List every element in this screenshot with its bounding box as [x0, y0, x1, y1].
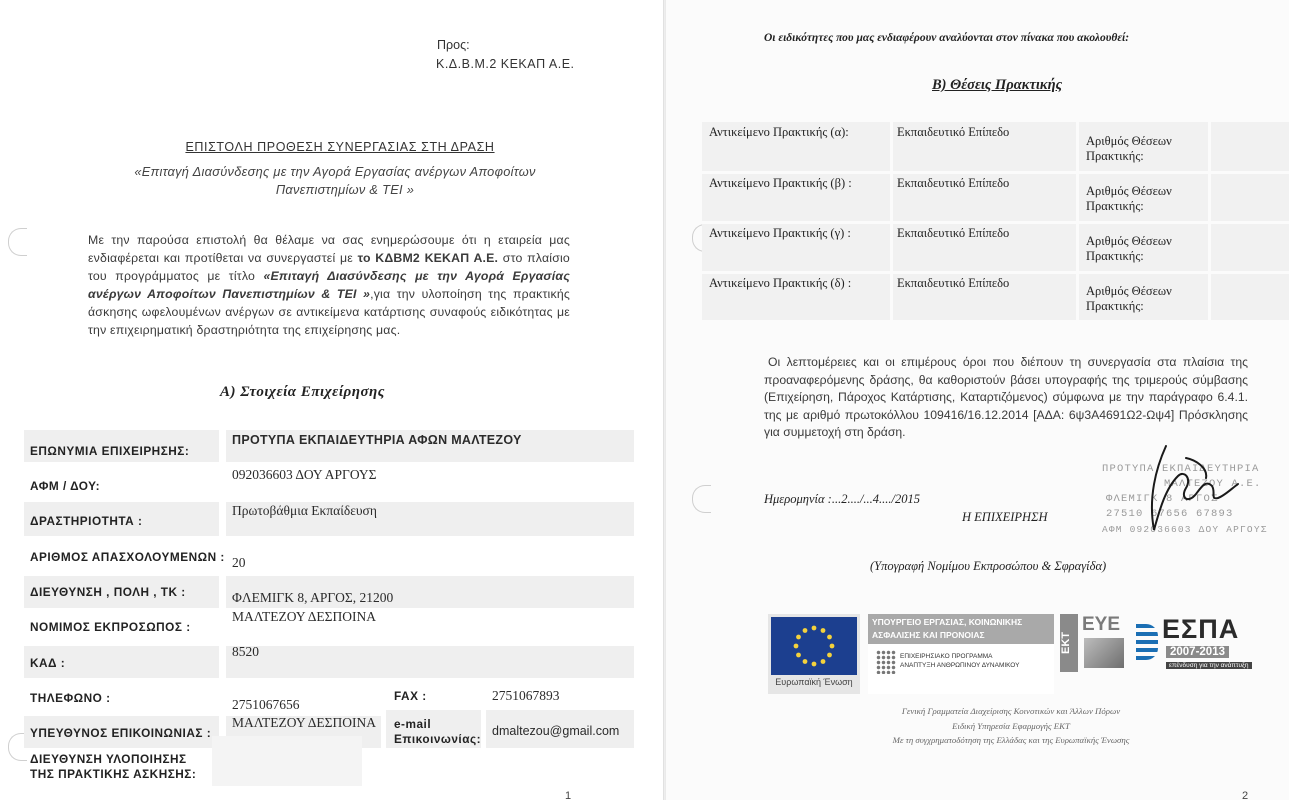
- ministry-banner: [868, 614, 1054, 644]
- address-label: ΔΙΕΥΘΥΝΣΗ , ΠΟΛΗ , ΤΚ :: [30, 585, 186, 599]
- para-part2: το ΚΔΒΜ2 ΚΕΚΑΠ Α.Ε.: [357, 251, 499, 265]
- table-row-line-2: [702, 221, 1289, 224]
- recipient: Κ.Δ.Β.Μ.2 ΚΕΚΑΠ Α.Ε.: [436, 57, 575, 71]
- row-a-positions-2: Πρακτικής:: [1086, 149, 1144, 163]
- row-b-level: Εκπαιδευτικό Επίπεδο: [897, 176, 1010, 190]
- activity-label: ΔΡΑΣΤΗΡΙΟΤΗΤΑ :: [30, 514, 143, 528]
- row-b-subject: Αντικείμενο Πρακτικής (β) :: [709, 176, 852, 190]
- row-a-level: Εκπαιδευτικό Επίπεδο: [897, 125, 1010, 139]
- impl-address-label-line1: ΔΙΕΥΘΥΝΣΗ ΥΛΟΠΟΙΗΣΗΣ: [30, 752, 187, 766]
- para-part4: «Επιταγή Διασύνδεσης με την Αγορά Εργασίας ανέργων Αποφοίτων Πανεπιστημίων & ΤΕΙ »: [88, 269, 570, 301]
- recipient-prefix: Προς:: [437, 38, 470, 52]
- eu-caption: Ευρωπαϊκή Ένωση: [775, 677, 853, 687]
- espa-text: ΕΣΠΑ: [1162, 614, 1240, 644]
- eu-logo: [768, 614, 860, 694]
- details-paragraph: Οι λεπτομέρειες και οι επιμέρους όροι που διέπουν τη συνεργασία στα πλαίσια της προαναφερόμενης δράσης, θα καθοριστούν βάσει υπογραφής της τριμερούς σύμβασης (Επιχείρηση, Πάροχος Κατάρτισης, Καταρτιζόμενος) σύμφωνα με την παράγραφο 6.4.1. της με αριθμό πρωτοκόλλου 109416/16.12.2014 [ΑΔΑ: 6ψ3Α4691Ω2-Ωψ4] Πρόσκλησης για συμμετοχή στη δράση.: [764, 355, 1248, 439]
- row-c-level: Εκπαιδευτικό Επίπεδο: [897, 226, 1010, 240]
- right-page: [666, 0, 1289, 800]
- row-b-positions-1: Αριθμός Θέσεων: [1086, 184, 1172, 198]
- phone-value: 2751067656: [232, 697, 300, 712]
- ministry-line2: ΑΣΦΑΛΙΣΗΣ ΚΑΙ ΠΡΟΝΟΙΑΣ: [872, 630, 985, 640]
- date-line: Ημερομηνία :...2..../...4..../2015: [764, 492, 921, 506]
- stamp-line-3: ΦΛΕΜΙΓΚ 8 ΑΡΓΟΣ: [1106, 493, 1219, 505]
- eye-shape-icon: [1084, 638, 1124, 668]
- company-name-label: ΕΠΩΝΥΜΙΑ ΕΠΙΧΕΙΡΗΣΗΣ:: [30, 444, 190, 458]
- employees-value: 20: [232, 555, 246, 570]
- para-part3: στο πλαίσιο του προγράμματος με τίτλο: [88, 251, 570, 283]
- eu-stars-icon: [771, 617, 857, 675]
- letter-subtitle-line2: Πανεπιστημίων & ΤΕΙ »: [275, 182, 415, 197]
- ekt-eye-logo: [1060, 614, 1130, 694]
- afm-value: 092036603 ΔΟΥ ΑΡΓΟΥΣ: [232, 467, 377, 482]
- company-signature-heading: Η ΕΠΙΧΕΙΡΗΣΗ: [962, 510, 1048, 524]
- impl-address-label-line2: ΤΗΣ ΠΡΑΚΤΙΚΗΣ ΑΣΚΗΣΗΣ:: [30, 767, 197, 781]
- row-shade-kad-value: [226, 646, 634, 678]
- address-value: ΦΛΕΜΙΓΚ 8, ΑΡΓΟΣ, 21200: [232, 590, 394, 605]
- specialties-intro: Οι ειδικότητες που μας ενδιαφέρουν αναλύονται στον πίνακα που ακολουθεί:: [764, 32, 1130, 44]
- kad-value: 8520: [232, 644, 259, 659]
- footer-line1: Γενική Γραμματεία Διαχείρισης Κοινοτικών και Άλλων Πόρων: [901, 706, 1121, 716]
- signature-caption: (Υπογραφή Νομίμου Εκπροσώπου & Σφραγίδα): [870, 559, 1107, 573]
- footer-line3: Με τη συγχρηματοδότηση της Ελλάδας και της Ευρωπαϊκής Ένωσης: [892, 735, 1130, 745]
- activity-value: Πρωτοβάθμια Εκπαίδευση: [232, 503, 377, 518]
- email-label-line1: e-mail: [394, 717, 432, 731]
- stamp-line-1: ΠΡΟΤΥΠΑ ΕΚΠΑΙΔΕΥΤΗΡΙΑ: [1102, 463, 1260, 475]
- row-d-positions-1: Αριθμός Θέσεων: [1086, 284, 1172, 298]
- ekt-badge: [1060, 614, 1078, 672]
- ministry-logo: [868, 614, 1054, 694]
- row-a-positions-1: Αριθμός Θέσεων: [1086, 134, 1172, 148]
- espa-logo: [1136, 614, 1249, 694]
- page-number-right: 2: [1242, 790, 1249, 800]
- espa-waves-icon: [1136, 624, 1158, 660]
- kad-label: ΚΑΔ :: [30, 656, 66, 670]
- handwritten-signature: [1126, 438, 1246, 538]
- program-text: [900, 652, 1019, 670]
- row-d-positions-2: Πρακτικής:: [1086, 299, 1144, 313]
- row-a-subject: Αντικείμενο Πρακτικής (α):: [709, 125, 849, 139]
- program-line1: ΕΠΙΧΕΙΡΗΣΙΑΚΟ ΠΡΟΓΡΑΜΜΑ: [900, 653, 993, 660]
- ministry-line1: ΥΠΟΥΡΓΕΙΟ ΕΡΓΑΣΙΑΣ, ΚΟΙΝΩΝΙΚΗΣ: [872, 617, 1023, 627]
- fax-value: 2751067893: [492, 688, 560, 703]
- row-c-positions-2: Πρακτικής:: [1086, 249, 1144, 263]
- row-d-subject: Αντικείμενο Πρακτικής (δ) :: [709, 276, 852, 290]
- redacted-impl-address: [212, 736, 362, 786]
- legal-rep-value: ΜΑΛΤΕΖΟΥ ΔΕΣΠΟΙΝΑ: [232, 609, 377, 624]
- program-dots-icon: [876, 650, 896, 674]
- page-number-left: 1: [565, 790, 572, 800]
- table-row-line-3: [702, 271, 1289, 274]
- email-value: dmaltezou@gmail.com: [492, 724, 620, 738]
- section-a-title: Α) Στοιχεία Επιχείρησης: [220, 384, 385, 400]
- program-line2: ΑΝΑΠΤΥΞΗ ΑΝΘΡΩΠΙΝΟΥ ΔΥΝΑΜΙΚΟΥ: [900, 662, 1020, 669]
- email-label-line2: Επικοινωνίας:: [394, 732, 482, 746]
- fax-label: FAX :: [394, 689, 427, 703]
- punch-hole-r2: [692, 485, 711, 513]
- legal-rep-label: ΝΟΜΙΜΟΣ ΕΚΠΡΟΣΩΠΟΣ :: [30, 620, 191, 634]
- para-part5: ,για την υλοποίηση της πρακτικής άσκησης ωφελουμένων ανέργων σε αντικείμενα κατάρτισης συναφούς ειδικότητας με την επιχειρηματική δραστηριότητα της επιχείρησης μας.: [88, 287, 571, 337]
- letter-title: ΕΠΙΣΤΟΛΗ ΠΡΟΘΕΣΗ ΣΥΝΕΡΓΑΣΙΑΣ ΣΤΗ ΔΡΑΣΗ: [185, 140, 495, 154]
- row-d-level: Εκπαιδευτικό Επίπεδο: [897, 276, 1010, 290]
- letter-subtitle-line1: «Επιταγή Διασύνδεσης με την Αγορά Εργασίας ανέργων Αποφοίτων: [134, 164, 536, 179]
- row-b-positions-2: Πρακτικής:: [1086, 199, 1144, 213]
- punch-hole-top: [8, 228, 27, 256]
- para-part1: Με την παρούσα επιστολή θα θέλαμε να σας ενημερώσουμε ότι η εταιρεία μας ενδιαφέρεται και προτίθεται να συνεργαστεί με: [88, 233, 570, 265]
- contact-value: ΜΑΛΤΕΖΟΥ ΔΕΣΠΟΙΝΑ: [232, 715, 377, 730]
- eye-text: ΕΥΕ: [1082, 614, 1121, 635]
- intro-paragraph: [88, 231, 570, 339]
- company-name-value: ΠΡΟΤΥΠΑ ΕΚΠΑΙΔΕΥΤΗΡΙΑ ΑΦΩΝ ΜΑΛΤΕΖΟΥ: [232, 433, 522, 447]
- ekt-text: ΕΚΤ: [1060, 632, 1072, 654]
- contact-label: ΥΠΕΥΘΥΝΟΣ ΕΠΙΚΟΙΝΩΝΙΑΣ :: [30, 726, 212, 740]
- stamp-line-5: ΑΦΜ 092036603 ΔΟΥ ΑΡΓΟΥΣ: [1102, 524, 1268, 535]
- phone-label: ΤΗΛΕΦΩΝΟ :: [30, 691, 111, 705]
- footer-line2: Ειδική Υπηρεσία Εφαρμογής ΕΚΤ: [952, 721, 1070, 731]
- section-b-title: Β) Θέσεις Πρακτικής: [932, 77, 1063, 93]
- employees-label: ΑΡΙΘΜΟΣ ΑΠΑΣΧΟΛΟΥΜΕΝΩΝ :: [30, 550, 225, 564]
- espa-years: 2007-2013: [1166, 646, 1229, 658]
- row-c-positions-1: Αριθμός Θέσεων: [1086, 234, 1172, 248]
- stamp-line-4: 27510 67656 67893: [1106, 508, 1234, 520]
- espa-slogan: επένδυση για την ανάπτυξη: [1166, 662, 1252, 669]
- table-row-line-1: [702, 171, 1289, 174]
- row-c-subject: Αντικείμενο Πρακτικής (γ) :: [709, 226, 851, 240]
- stamp-line-2: ΜΑΛΤΕΖΟΥ Α.Ε.: [1164, 478, 1262, 490]
- afm-label: ΑΦΜ / ΔΟΥ:: [30, 479, 101, 493]
